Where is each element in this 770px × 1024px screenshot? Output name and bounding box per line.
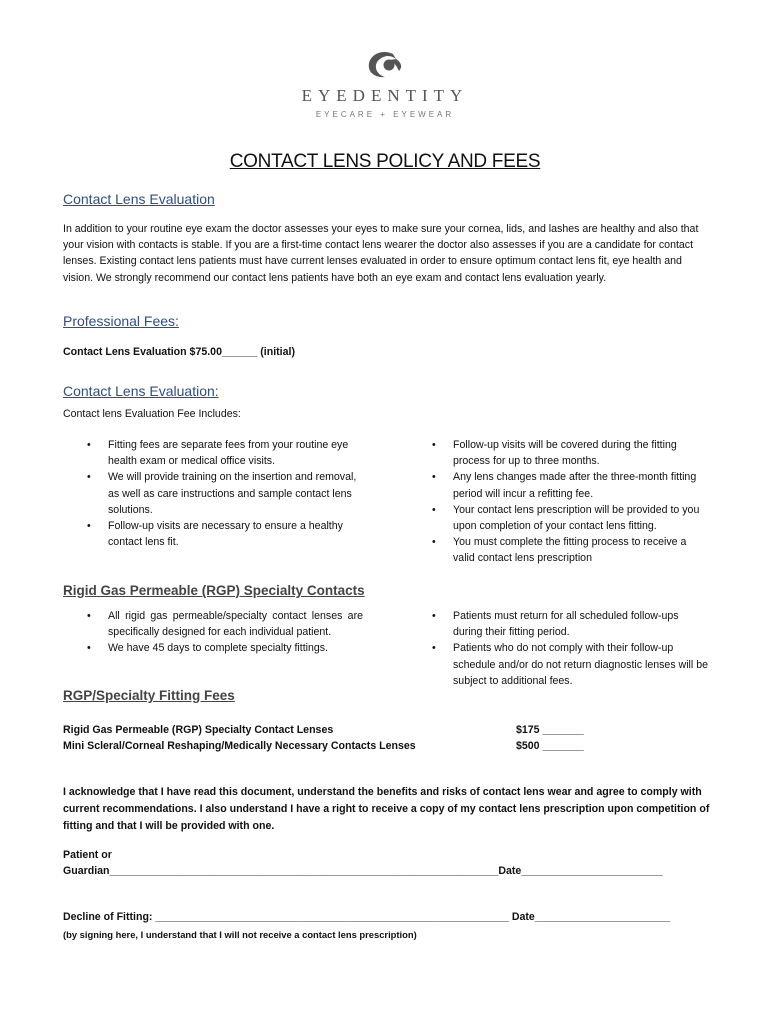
decline-signature-line[interactable]: Decline of Fitting: ____________________________________________________________ Date_______________________ [63,911,671,923]
list-item: • Any lens changes made after the three-month fitting period will incur a refitting fee. [432,471,697,500]
fee-row-price: $175 _______ [516,724,584,736]
guardian-signature-line[interactable]: Guardian__________________________________________________________________Date________________________ [63,865,663,877]
fee-row-label: Rigid Gas Permeable (RGP) Specialty Contact Lenses [63,724,334,736]
section-heading-rgp: Rigid Gas Permeable (RGP) Specialty Contacts [63,583,365,598]
section-heading-evaluation: Contact Lens Evaluation [63,191,215,207]
evaluation-paragraph: In addition to your routine eye exam the doctor assesses your eyes to make sure your cornea, lids, and lashes are healthy and also that your vision with contacts is stable. If you are a first-time contact lens wearer the doctor also assesses if you are a candidate for contact lenses. Existing contact lens patients must have current lenses evaluated in order to ensure optimum contact lens fit, eye health and vision. We strongly recommend our contact lens patients have both an eye exam and contact lens evaluation yearly. [63,223,699,284]
list-item: • We have 45 days to complete specialty fittings. [63,640,363,656]
list-item-text: We will provide training on the insertion and removal, as well as care instructions and sample contact lens solutions. [108,471,357,516]
list-item-text: You must complete the fitting process to receive a valid contact lens prescription [453,536,687,565]
cle-left-list [63,437,363,550]
list-item-text: We have 45 days to complete specialty fittings. [108,642,329,655]
acknowledgement-text: I acknowledge that I have read this document, understand the benefits and risks of contact lens wear and agree to comply with current recommendations. I also understand I have a right to receive a copy of my contact lens prescription upon competition of fitting and that I will be provided with one. [63,786,710,832]
rgp-right-list [408,608,708,689]
list-item-text: Fitting fees are separate fees from your routine eye health exam or medical office visits. [108,439,349,468]
section-heading-rgp-fees: RGP/Specialty Fitting Fees [63,688,235,703]
cle-right-list [408,437,708,567]
logo [0,50,770,119]
list-item: • You must complete the fitting process to receive a valid contact lens prescription [432,536,687,565]
list-item-text: Any lens changes made after the three-month fitting period will incur a refitting fee. [453,471,697,500]
fee-row-price: $500 _______ [516,740,584,752]
list-item: • Fitting fees are separate fees from your routine eye health exam or medical office visits. [87,439,349,468]
list-item: • Patients who do not comply with their follow-up schedule and/or do not return diagnostic lenses will be subject to additional fees. [432,642,708,687]
list-item: • Patients must return for all scheduled follow-ups during their fitting period. [432,610,679,639]
list-item-text: Patients must return for all scheduled follow-ups during their fitting period. [453,610,679,639]
list-item: • Follow-up visits are necessary to ensure a healthy contact lens fit. [87,520,343,549]
list-item: • Your contact lens prescription will be provided to you upon completion of your contact lens fitting. [432,503,700,533]
patient-label: Patient or [63,849,112,861]
list-item-text: Follow-up visits will be covered during the fitting process for up to three months. [453,439,677,468]
eye-logo-icon [363,50,407,80]
fee-row-label: Mini Scleral/Corneal Reshaping/Medically Necessary Contacts Lenses [63,740,416,752]
list-item-text: Follow-up visits are necessary to ensure a healthy contact lens fit. [108,520,343,549]
section-heading-professional-fees: Professional Fees: [63,313,179,329]
logo-tagline: EYECARE + EYEWEAR [315,110,455,119]
list-item: • We will provide training on the insertion and removal, as well as care instructions and sample contact lens solutions. [87,471,357,516]
page-title: CONTACT LENS POLICY AND FEES [229,151,541,172]
list-item-text: All rigid gas permeable/specialty contact lenses are specifically designed for each individual patient. [108,610,363,639]
section-heading-cle: Contact Lens Evaluation: [63,383,219,399]
professional-fees-line: Contact Lens Evaluation $75.00______ (initial) [63,346,295,358]
list-item: • All rigid gas permeable/specialty contact lenses are specifically designed for each individual patient. [63,608,363,640]
list-item: • Follow-up visits will be covered during the fitting process for up to three months. [432,439,677,468]
logo-brand: EYEDENTITY [301,86,469,105]
decline-note: (by signing here, I understand that I will not receive a contact lens prescription) [63,929,417,940]
list-item-text: Your contact lens prescription will be provided to you upon completion of your contact lens fitting. [453,503,700,533]
cle-intro: Contact lens Evaluation Fee Includes: [63,408,241,420]
rgp-left-list [63,608,363,657]
list-item-text: Patients who do not comply with their follow-up schedule and/or do not return diagnostic lenses will be subject to additional fees. [453,642,708,687]
